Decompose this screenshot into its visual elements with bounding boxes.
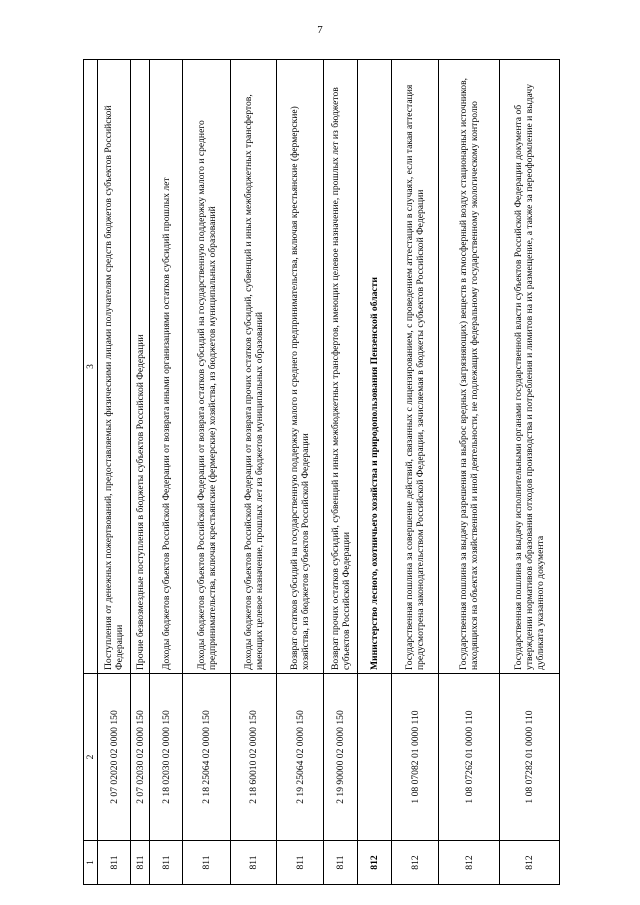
budget-code-cell: 1 08 07082 01 0000 110: [392, 674, 439, 841]
header-col-1: 1: [84, 841, 98, 885]
admin-code-cell: 811: [150, 841, 183, 885]
header-col-2: 2: [84, 674, 98, 841]
description-cell: Возврат остатков субсидий на государственную поддержку малого и среднего предпринимательства, включая крестьянские (фермерские) хозяйства, из бюджетов субъектов Российской Федерации: [277, 60, 324, 674]
admin-code-cell: 812: [358, 841, 392, 885]
budget-code-cell: 2 18 25064 02 0000 150: [183, 674, 231, 841]
table-row: [183, 60, 231, 885]
budget-code-cell: 1 08 07262 01 0000 110: [439, 674, 500, 841]
table-row: [324, 60, 358, 885]
admin-code-cell: 811: [231, 841, 277, 885]
admin-code-cell: 811: [277, 841, 324, 885]
table-row-section: [358, 60, 392, 885]
table-row: [392, 60, 439, 885]
budget-code-cell: 2 07 02030 02 0000 150: [131, 674, 150, 841]
table-row: [500, 60, 560, 885]
table-container: [83, 59, 546, 885]
admin-code-cell: 812: [500, 841, 560, 885]
budget-code-cell: 2 07 02020 02 0000 150: [98, 674, 131, 841]
revenue-codes-table: [83, 59, 560, 885]
admin-code-cell: 811: [98, 841, 131, 885]
header-col-3: 3: [84, 60, 98, 674]
rotated-table-frame: [83, 59, 546, 885]
description-cell: Государственная пошлина за совершение действий, связанных с лицензированием, с проведением аттестации в случаях, если такая аттестация предусмотрена законодательством Российской Федерации, зачисляемая в бюджеты субъектов Российской Федерации: [392, 60, 439, 674]
description-cell: Доходы бюджетов субъектов Российской Федерации от возврата иными организациями остатков субсидий прошлых лет: [150, 60, 183, 674]
description-cell: Доходы бюджетов субъектов Российской Федерации от возврата прочих остатков субсидий, субвенций и иных межбюджетных трансфертов, имеющих целевое назначение, прошлых лет из бюджетов муниципальных образований: [231, 60, 277, 674]
table-header-row: [84, 60, 98, 885]
description-cell: Поступления от денежных пожертвований, предоставляемых физическими лицами получателям средств бюджетов субъектов Российской Федерации: [98, 60, 131, 674]
table-row: [131, 60, 150, 885]
admin-code-cell: 811: [324, 841, 358, 885]
description-cell: Государственная пошлина за выдачу разрешения на выброс вредных (загрязняющих) веществ в атмосферный воздух стационарных источников, находящихся на объектах хозяйственной и иной деятельности, не подлежащих федеральному государственному экологическому контролю: [439, 60, 500, 674]
table-row: [98, 60, 131, 885]
budget-code-cell: 2 19 25064 02 0000 150: [277, 674, 324, 841]
table-row: [439, 60, 500, 885]
admin-code-cell: 812: [392, 841, 439, 885]
budget-code-cell: [358, 674, 392, 841]
admin-code-cell: 811: [183, 841, 231, 885]
description-cell: Прочие безвозмездные поступления в бюджеты субъектов Российской Федерации: [131, 60, 150, 674]
page-number: 7: [317, 24, 323, 36]
budget-code-cell: 2 19 90000 02 0000 150: [324, 674, 358, 841]
table-row: [150, 60, 183, 885]
description-cell: Возврат прочих остатков субсидий, субвенций и иных межбюджетных трансфертов, имеющих целевое назначение, прошлых лет из бюджетов субъектов Российской Федерации: [324, 60, 358, 674]
description-cell: Доходы бюджетов субъектов Российской Федерации от возврата остатков субсидий на государственную поддержку малого и среднего предпринимательства, включая крестьянские (фермерские) хозяйства, из бюджетов муниципальных образований: [183, 60, 231, 674]
table-row: [277, 60, 324, 885]
ministry-title-cell: Министерство лесного, охотничьего хозяйства и природопользования Пензенской области: [358, 60, 392, 674]
admin-code-cell: 811: [131, 841, 150, 885]
table-row: [231, 60, 277, 885]
budget-code-cell: 2 18 60010 02 0000 150: [231, 674, 277, 841]
budget-code-cell: 1 08 07282 01 0000 110: [500, 674, 560, 841]
description-cell: Государственная пошлина за выдачу исполнительными органами государственной власти субъектов Российской Федерации документа об утверждении нормативов образования отходов производства и потребления и лимитов на их размещение, а также за переоформление и выдачу дубликата указанного документа: [500, 60, 560, 674]
admin-code-cell: 812: [439, 841, 500, 885]
budget-code-cell: 2 18 02030 02 0000 150: [150, 674, 183, 841]
